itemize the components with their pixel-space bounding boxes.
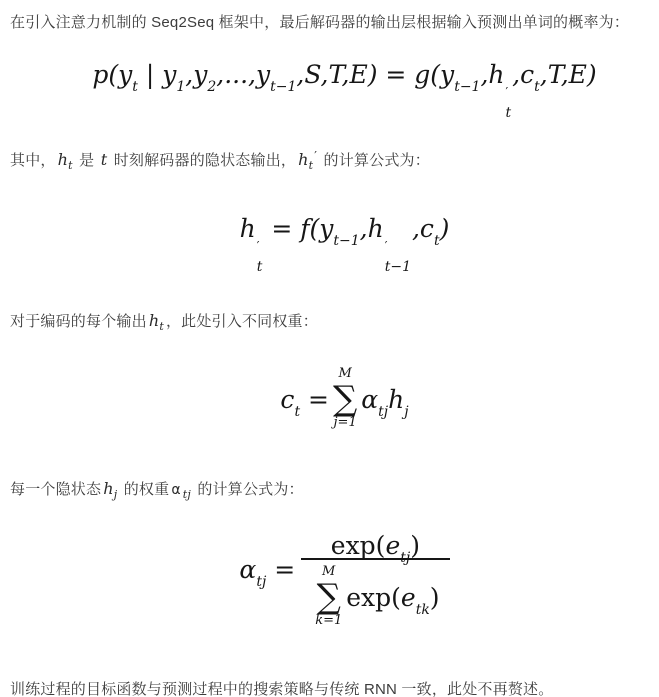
paragraph-encoder-outputs [10, 310, 649, 332]
sigma-symbol: ∑ [332, 378, 358, 419]
math-token: | [137, 60, 163, 89]
math-subscript: t [256, 259, 263, 275]
math-subscript: t [433, 233, 440, 249]
math-equals: = [300, 384, 329, 414]
formula-attention-weight [10, 529, 649, 633]
math-rhs [361, 384, 409, 420]
math-token: exp( [346, 582, 401, 612]
math-token: ,c [411, 214, 434, 243]
math-subscript: t [159, 320, 164, 333]
sigma-symbol: ∑ [316, 576, 341, 617]
sum-upper-limit: M [322, 564, 336, 580]
sum-upper-limit: M [338, 366, 352, 382]
math-prime-sub-stack [506, 86, 512, 120]
math-subscript: t [505, 105, 512, 121]
paragraph-text: 时刻解码器的隐状态输出， [109, 152, 297, 169]
math-prime: ′ [384, 239, 388, 253]
math-token: exp( [330, 531, 386, 561]
math-subscript: t−1 [270, 79, 297, 95]
math-equals: = [266, 554, 296, 584]
math-token: , [359, 214, 368, 243]
math-token: y [193, 60, 208, 89]
math-prime: ′ [314, 149, 318, 163]
paragraph-text: 的计算公式为： [319, 152, 430, 169]
paragraph-intro-text: 在引入注意力机制的 Seq2Seq 框架中，最后解码器的输出层根据输入预测出单词的概率为： [10, 14, 630, 31]
math-lhs [239, 554, 296, 590]
math-prime: ′ [505, 85, 509, 99]
math-token: , [480, 60, 489, 89]
math-prime-sub-stack [385, 240, 411, 274]
formula-decoder-hidden-state [10, 214, 649, 275]
math-token: ,S,T,E) = g(y [296, 60, 455, 89]
math-token: ) [439, 214, 450, 243]
math-token: h [298, 150, 309, 169]
math-token: e [400, 582, 416, 612]
paragraph-hidden-state [10, 146, 649, 171]
paragraph-weight-intro [10, 478, 649, 501]
math-token: α [239, 554, 257, 584]
math-token: ) [410, 531, 420, 561]
math-token: h [367, 214, 384, 243]
math-token: ) [429, 582, 440, 612]
fraction [301, 533, 449, 628]
math-token: h [57, 150, 69, 169]
math-token: e [385, 531, 401, 561]
math-subscript: t [308, 159, 314, 172]
math-subscript: j [113, 488, 118, 501]
math-prime: ′ [256, 239, 260, 253]
math-subscript: tj [378, 403, 389, 420]
math-token: α [171, 482, 181, 498]
math-token: ,c [512, 60, 535, 89]
math-subscript: 1 [176, 79, 186, 95]
inline-math-ht [148, 311, 164, 333]
math-subscript: tj [256, 573, 267, 590]
inline-math-t [101, 150, 108, 169]
summation-operator [333, 367, 357, 430]
math-subscript: t [132, 79, 138, 95]
math-subscript: tk [415, 601, 430, 618]
math-token: = f(y [263, 214, 334, 243]
paragraph-text: 是 [74, 152, 99, 169]
paragraph-text: ，此处引入不同权重： [165, 313, 318, 330]
paragraph-conclusion [10, 679, 649, 697]
math-subscript: tj [400, 550, 411, 567]
math-subscript: j [404, 403, 409, 420]
math-subscript: t [294, 403, 301, 420]
math-token: , [185, 60, 194, 89]
sum-lower-limit: k=1 [315, 613, 343, 629]
paragraph-text: 每一个隐状态 [10, 481, 102, 498]
math-token: h [488, 60, 505, 89]
paragraph-intro [10, 12, 649, 33]
math-token: h [148, 311, 160, 330]
math-token: h [103, 479, 114, 498]
math-lhs [280, 384, 329, 420]
formula-output-probability [10, 60, 649, 121]
math-token: ,..., [216, 60, 256, 89]
math-token: t [100, 150, 108, 169]
math-token: y [162, 60, 177, 89]
summation-operator [315, 565, 342, 628]
math-token: p(y [92, 60, 133, 89]
paragraph-text: 对于编码的每个输出 [10, 313, 147, 330]
math-token: h [388, 384, 405, 414]
paragraph-text: 其中， [10, 152, 56, 169]
inline-math-hj [103, 479, 118, 501]
math-subscript: 2 [207, 79, 217, 95]
inline-math-ht [57, 150, 73, 172]
math-token: y [255, 60, 271, 89]
formula-context-vector [10, 366, 649, 432]
denominator-expression [346, 582, 440, 618]
paragraph-text: 的计算公式为： [192, 481, 304, 498]
fraction-numerator [321, 531, 430, 566]
math-subscript: t−1 [454, 79, 481, 95]
inline-math-ht-prime [298, 149, 318, 172]
math-token: α [361, 384, 379, 414]
math-subscript: t−1 [384, 259, 411, 275]
math-token: c [280, 384, 295, 414]
paragraph-text: 的权重 [119, 481, 170, 498]
math-token: h [239, 214, 256, 243]
math-subscript: tj [182, 488, 191, 501]
fraction-denominator [301, 558, 449, 628]
math-subscript: t [68, 159, 73, 172]
paragraph-conclusion-text: 训练过程的目标函数与预测过程中的搜索策略与传统 RNN 一致，此处不再赘述。 [10, 681, 554, 697]
math-token: ,T,E) [539, 60, 597, 89]
math-prime-sub-stack [257, 240, 263, 274]
inline-math-alpha-tj [171, 482, 191, 501]
math-subscript: t−1 [333, 233, 360, 249]
math-subscript: t [534, 79, 540, 95]
sum-lower-limit: j=1 [333, 415, 357, 431]
